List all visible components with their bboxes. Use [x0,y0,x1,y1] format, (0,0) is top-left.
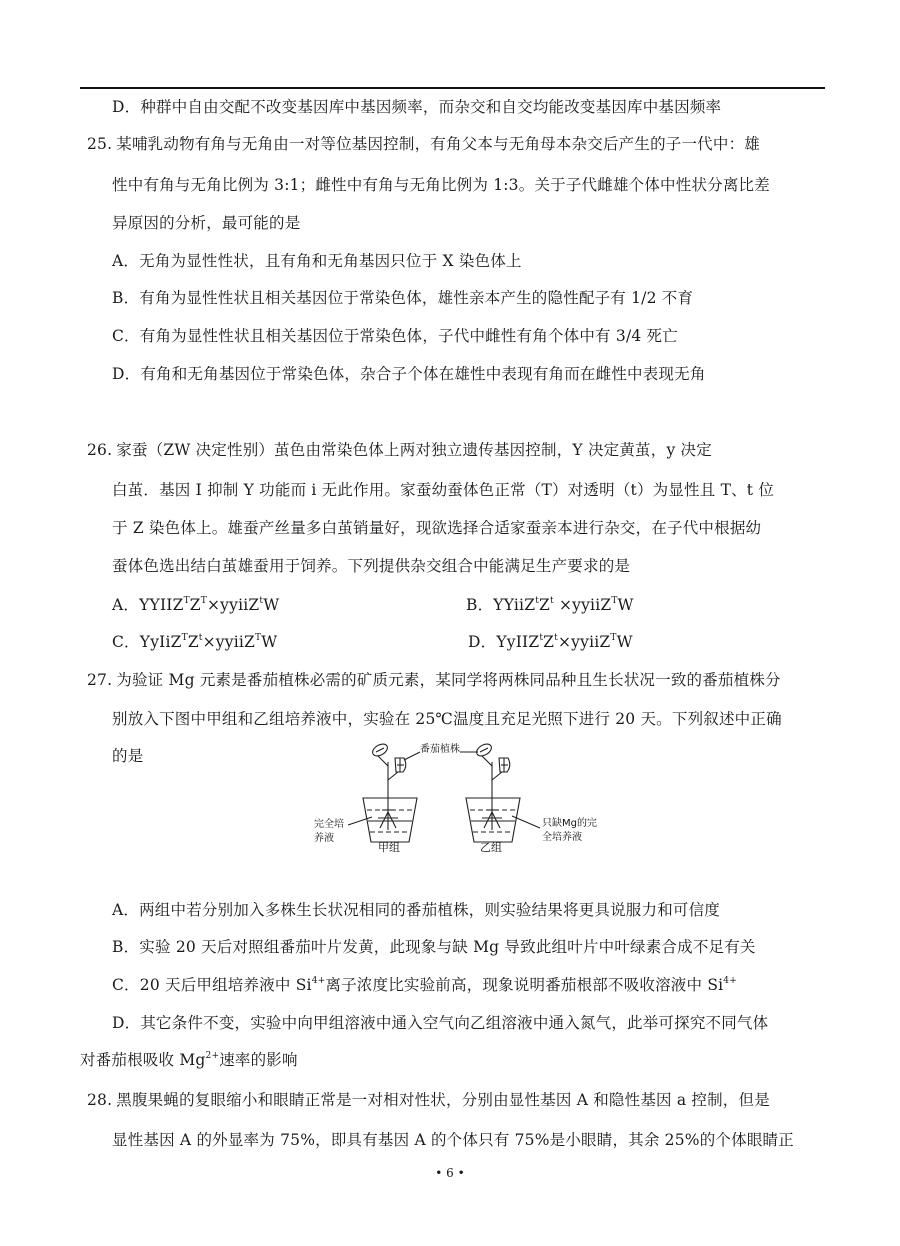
q27-option-d-line1: D．其它条件不变，实验中向甲组溶液中通入空气向乙组溶液中通入氮气，此举可探究不同气体 [112,1014,769,1032]
tomato-experiment-figure [300,738,620,856]
page-number: • 6 • [435,1166,465,1180]
q27-stem-line2: 别放入下图中甲组和乙组培养液中，实验在 25℃温度且充足光照下进行 20 天。下列叙述中正确 [112,710,782,728]
genotype: ×yyiiZ [206,596,260,614]
superscript: T [255,633,262,643]
q27-option-c [112,975,737,995]
left-container [363,798,417,842]
q24-option-d: D．种群中自由交配不改变基因库中基因频率，而杂交和自交均能改变基因库中基因频率 [112,98,722,116]
superscript: T [611,596,618,606]
right-solution-label-2: 全培养液 [542,832,582,843]
genotype: Z [539,596,550,614]
superscript: t [535,596,540,606]
genotype: YYIIZ [139,596,184,614]
q25-stem-line2: 性中有角与无角比例为 3:1；雌性中有角与无角比例为 1:3。关于子代雌雄个体中性状分离比差 [112,176,770,194]
question-number: 25. [87,135,113,153]
superscript: t [539,633,544,643]
superscript: t [554,633,558,643]
option-label: B． [466,596,494,614]
question-number: 27. [87,671,113,689]
option-label: C． [112,633,140,651]
genotype: YyIiZ [139,633,182,651]
q26-stem-line4: 蚕体色选出结白茧雄蚕用于饲养。下列提供杂交组合中能满足生产要求的是 [112,557,631,575]
genotype: Z [187,633,199,651]
q27-option-a: A．两组中若分别加入多株生长状况相同的番茄植株，则实验结果将更具说服力和可信度 [112,901,720,919]
superscript: T [200,596,207,606]
q27-option-b: B．实验 20 天后对照组番茄叶片发黄，此现象与缺 Mg 导致此组叶片中叶绿素合成不足有关 [112,938,756,956]
genotype: ×yyiiZ [557,633,611,651]
option-text: C．20 天后甲组培养液中 Si [112,976,312,994]
right-plant [475,742,510,830]
superscript: T [183,596,190,606]
genotype: ×yyiiZ [202,633,256,651]
q26-stem-line1 [87,440,712,460]
left-solution-label: 完全培 [314,819,344,830]
right-solution-label: 只缺Mg的完 [542,818,597,829]
superscript: 4+ [723,976,737,986]
option-text: 对番茄根吸收 Mg [80,1051,206,1069]
right-group-label: 乙组 [480,841,502,854]
q25-stem-line1 [87,134,760,154]
q26-option-c [112,632,277,652]
option-label: A． [112,596,140,614]
genotype: YyIIZ [496,633,540,651]
q26-option-d [468,632,633,652]
left-solution-label-2: 养液 [314,833,334,844]
q27-stem-line3: 的是 [112,747,144,765]
superscript: T [610,633,617,643]
genotype: YYiiZ [493,596,536,614]
q26-stem-text: 家蚕（ZW 决定性别）茧色由常染色体上两对独立遗传基因控制，Y 决定黄茧，y 决定 [116,441,712,459]
option-text: 速率的影响 [219,1051,298,1069]
q25-option-a: A．无角为显性性状，且有角和无角基因只位于 X 染色体上 [112,252,522,270]
q25-stem-line3: 异原因的分析，最可能的是 [112,214,301,232]
q25-option-b: B．有角为显性性状且相关基因位于常染色体，雄性亲本产生的隐性配子有 1/2 不育 [112,289,694,307]
genotype: Z [543,633,555,651]
question-number: 28. [87,1091,113,1109]
q26-option-a [112,595,279,615]
superscript: 2+ [205,1051,220,1061]
header-rule [80,87,825,89]
left-group-label: 甲组 [378,841,400,854]
genotype: W [617,596,634,614]
right-container [466,798,520,842]
q28-stem-text: 黑腹果蝇的复眼缩小和眼睛正常是一对相对性状，分别由显性基因 A 和隐性基因 a 控制，但是 [116,1091,770,1109]
q28-stem-line1 [87,1090,770,1110]
plant-label: 番茄植株 [420,744,460,755]
q26-stem-line3: 于 Z 染色体上。雄蚕产丝量多白茧销量好，现欲选择合适家蚕亲本进行杂交，在子代中根据幼 [112,519,762,537]
genotype: W [263,596,280,614]
q25-option-d: D．有角和无角基因位于常染色体，杂合子个体在雄性中表现有角而在雌性中表现无角 [112,365,706,383]
option-text: 离子浓度比实验前高，现象说明番茄根部不吸收溶液中 Si [325,976,724,994]
q27-stem-line1 [87,670,781,690]
genotype: ×yyiiZ [553,596,612,614]
q25-option-c: C．有角为显性性状且相关基因位于常染色体，子代中雌性有角个体中有 3/4 死亡 [112,327,678,345]
q27-option-d-line2 [80,1050,298,1070]
q27-stem-text: 为验证 Mg 元素是番茄植株必需的矿质元素，某同学将两株同品种且生长状况一致的番茄植株分 [116,671,781,689]
q25-stem-text: 某哺乳动物有角与无角由一对等位基因控制，有角父本与无角母本杂交后产生的子一代中：雄 [116,135,760,153]
superscript: t [550,596,554,606]
option-label: D． [468,633,497,651]
q28-stem-line2: 显性基因 A 的外显率为 75%，即具有基因 A 的个体只有 75%是小眼睛，其余 25%的个体眼睛正 [112,1131,794,1149]
genotype: Z [189,596,201,614]
superscript: t [198,633,203,643]
genotype: W [616,633,633,651]
superscript: 4+ [311,976,326,986]
q26-stem-line2: 白茧．基因 I 抑制 Y 功能而 i 无此作用。家蚕幼蚕体色正常（T）对透明（t）为显性且 T、t 位 [112,481,775,499]
question-number: 26. [87,441,113,459]
left-plant [371,742,406,830]
q26-option-b [466,595,634,615]
superscript: t [259,596,264,606]
genotype: W [261,633,278,651]
superscript: T [181,633,188,643]
